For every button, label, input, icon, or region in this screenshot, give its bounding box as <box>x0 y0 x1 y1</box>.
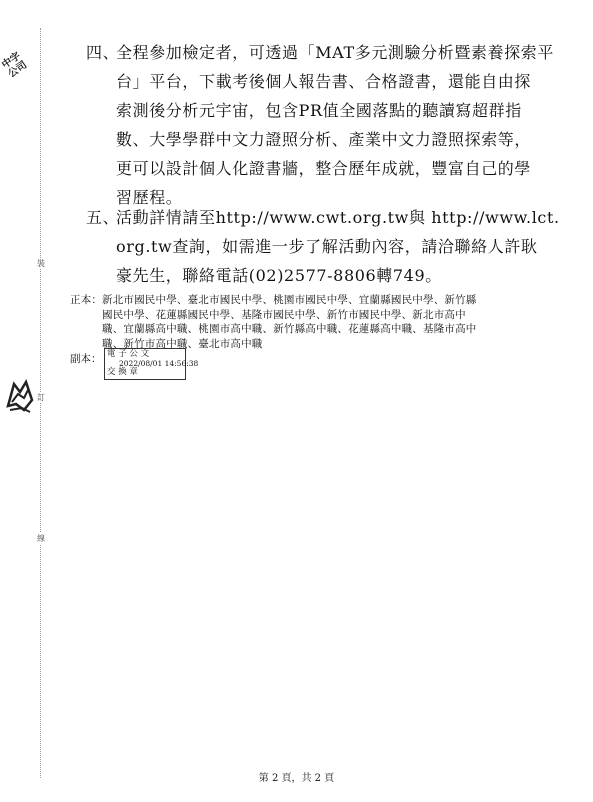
stamp-line-1: 電 子 公 文 <box>107 349 150 359</box>
distribution-line: 職、新竹市高中職、臺北市高中職 <box>102 337 263 350</box>
item-5-line: 豪先生，聯絡電話(02)2577-8806轉749。 <box>116 266 442 285</box>
seal-stamp-mark <box>4 378 36 414</box>
item-4-line: 索測後分析元宇宙，包含PR值全國落點的聽讀寫超群指 <box>116 101 522 120</box>
binding-line <box>40 28 41 778</box>
distribution-line: 新北市國民中學、臺北市國民中學、桃園市國民中學、宜蘭縣國民中學、新竹縣 <box>102 294 477 306</box>
binding-char-zhuang: 裝 <box>37 259 45 268</box>
item-4-line: 數、大學學群中文力證照分析、產業中文力證照探索等， <box>116 130 532 149</box>
item-5-number: 五、 <box>86 208 120 227</box>
item-4-number: 四、 <box>86 43 120 62</box>
page-number-footer: 第 2 頁，共 2 頁 <box>258 773 335 784</box>
stamp-line-3: 交 換 章 <box>107 367 138 377</box>
distribution-line: 國民中學、花蓮縣國民中學、基隆市國民中學、新竹市國民中學、新北市高中 <box>102 308 466 321</box>
cc-label: 副本： <box>70 353 102 365</box>
item-5-body <box>116 203 560 290</box>
item-4-line: 習歷程。 <box>116 188 183 207</box>
distribution-label: 正本： <box>70 294 103 306</box>
item-5-line: org.tw查詢，如需進一步了解活動內容，請洽聯絡人許耿 <box>116 237 538 256</box>
e-document-exchange-stamp <box>104 348 199 380</box>
item-4-body <box>116 38 554 212</box>
distribution-line: 職、宜蘭縣高中職、桃園市高中職、新竹縣高中職、花蓮縣高中職、基隆市高中 <box>102 323 477 335</box>
distribution-recipients <box>102 293 477 351</box>
item-5-line: 活動詳情請至http://www.cwt.org.tw與 http://www.lct. <box>116 208 560 227</box>
item-4-line: 更可以設計個人化證書牆，整合歷年成就，豐富自己的學 <box>116 159 532 178</box>
item-4-line: 全程參加檢定者，可透過「MAT多元測驗分析暨素養探索平 <box>116 43 554 62</box>
seal-stamp-top: 中字公司 <box>0 50 30 81</box>
stamp-timestamp: 2022/08/01 14:56:38 <box>119 359 199 368</box>
item-4-line: 台」平台，下載考後個人報告書、合格證書，還能自由探 <box>116 72 532 91</box>
binding-char-xian: 線 <box>37 534 45 543</box>
binding-char-ding: 訂 <box>37 393 45 402</box>
